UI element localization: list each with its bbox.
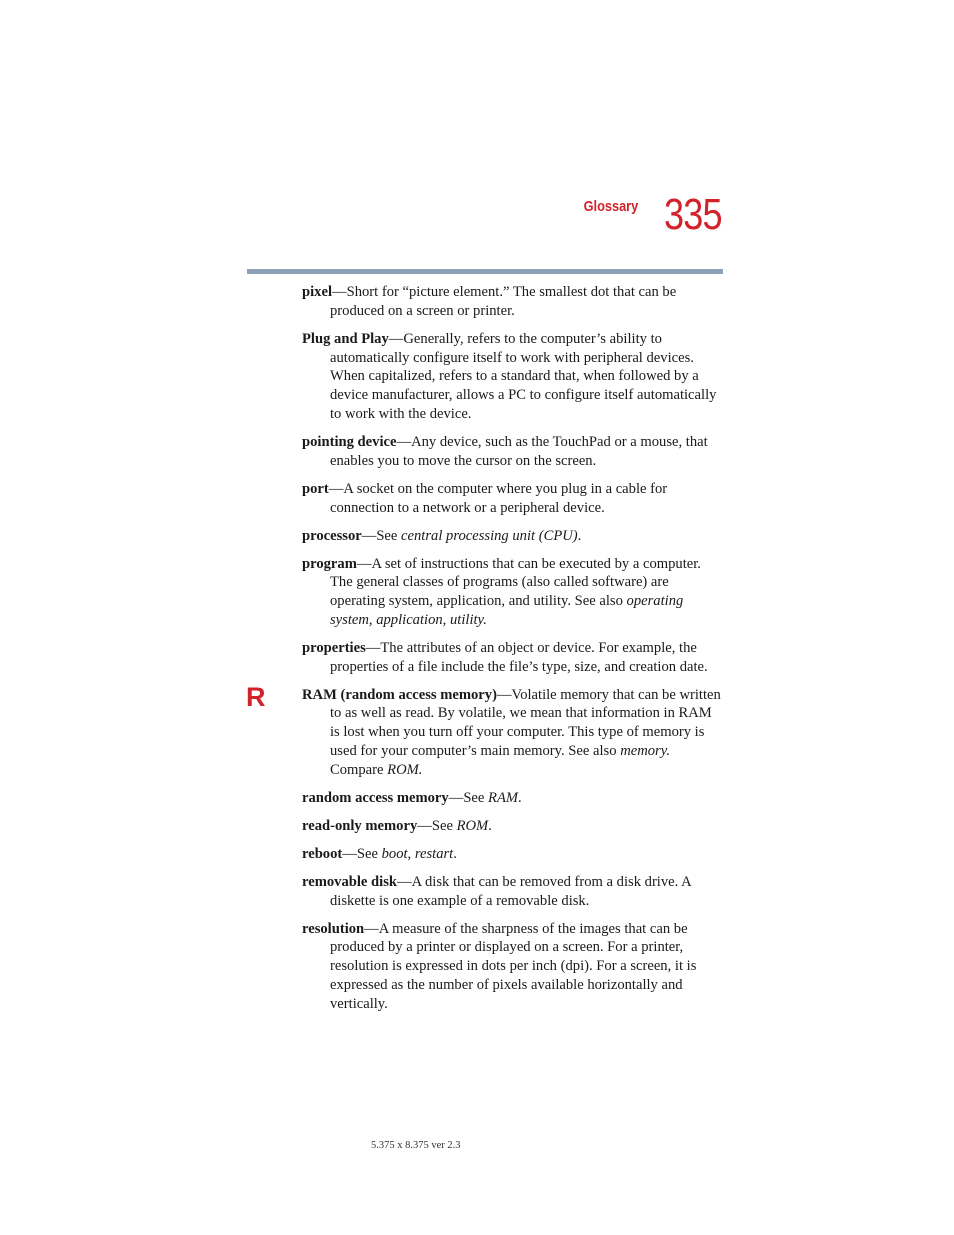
definition-text: , [407, 845, 415, 862]
definition-text: —A set of instructions that can be executed by a computer. The general classes of programs (also called software) are operating system, application, and utility. See also [330, 555, 701, 610]
glossary-term: processor [302, 527, 362, 544]
definition-text: —See [342, 845, 382, 862]
cross-reference: restart [414, 845, 454, 862]
glossary-entry [302, 639, 723, 677]
definition-text: —See [361, 527, 402, 544]
glossary-entry [302, 283, 723, 321]
definition-text: —Generally, refers to the computer’s ability to automatically configure itself to work with peripheral devices. When capitalized, refers to a standard that, when followed by a device manufacturer, allows a PC to configure itself automatically to work with the device. [330, 330, 717, 422]
definition-text: . [577, 527, 582, 544]
glossary-entry [302, 330, 723, 424]
definition-text: . [518, 789, 522, 806]
cross-reference: RAM [488, 789, 519, 806]
page-footer: 5.375 x 8.375 ver 2.3 [371, 1140, 461, 1151]
definition-text: —See [417, 817, 457, 834]
glossary-term: program [302, 555, 357, 572]
definition-text: —A disk that can be removed from a disk drive. A diskette is one example of a removable disk. [330, 873, 691, 909]
glossary-term: properties [302, 639, 366, 656]
definition-text: —A socket on the computer where you plug in a cable for connection to a network or a peripheral device. [328, 480, 668, 516]
section-title: Glossary [583, 198, 638, 215]
glossary-entry [302, 686, 723, 780]
definition-text: Compare [330, 761, 388, 778]
glossary-term: resolution [302, 920, 365, 937]
glossary-entry [302, 789, 723, 808]
definition-text: —A measure of the sharpness of the images that can be produced by a printer or displayed on a screen. For a printer, resolution is expressed in dots per inch (dpi). For a screen, it is expressed as the number of pixels available horizontally and vertically. [330, 920, 697, 1012]
glossary-entry [302, 845, 723, 864]
cross-reference: ROM. [387, 761, 423, 778]
cross-reference: operating system, application, utility. [330, 593, 684, 628]
glossary-term: Plug and Play [302, 330, 389, 347]
glossary-term: pixel [302, 284, 332, 300]
definition-text: . [453, 845, 457, 862]
glossary-entry [302, 817, 723, 836]
glossary-entry [302, 433, 723, 471]
header-rule [247, 269, 723, 274]
cross-reference: ROM [456, 817, 489, 834]
definition-text: —Volatile memory that can be written to as well as read. By volatile, we mean that information in RAM is lost when you turn off your computer. This type of memory is used for your computer’s main memory. See also [330, 686, 721, 760]
glossary-entry [302, 555, 723, 630]
definition-text: —Short for “picture element.” The smallest dot that can be produced on a screen or printer. [330, 284, 677, 319]
definition-text: —The attributes of an object or device. For example, the properties of a file include the file’s type, size, and creation date. [330, 639, 708, 675]
glossary-term: reboot [302, 845, 343, 862]
glossary-entry [302, 920, 723, 1014]
definition-text: —See [448, 789, 489, 806]
definition-text: —Any device, such as the TouchPad or a mouse, that enables you to move the cursor on the screen. [330, 433, 708, 469]
glossary-term: RAM (random access memory) [302, 686, 497, 703]
glossary-entries [302, 283, 723, 1023]
glossary-term: port [302, 480, 329, 497]
glossary-term: read-only memory [302, 817, 418, 834]
glossary-entry [302, 527, 723, 546]
cross-reference: memory. [620, 743, 671, 760]
glossary-entry [302, 873, 723, 911]
section-letter: R [246, 682, 266, 712]
glossary-term: removable disk [302, 873, 398, 890]
cross-reference: central processing unit (CPU) [401, 527, 578, 544]
page-number: 335 [664, 190, 722, 239]
definition-text: . [488, 817, 492, 834]
glossary-term: pointing device [302, 433, 397, 450]
cross-reference: boot [381, 845, 408, 862]
glossary-term: random access memory [302, 789, 449, 806]
glossary-entry [302, 480, 723, 518]
